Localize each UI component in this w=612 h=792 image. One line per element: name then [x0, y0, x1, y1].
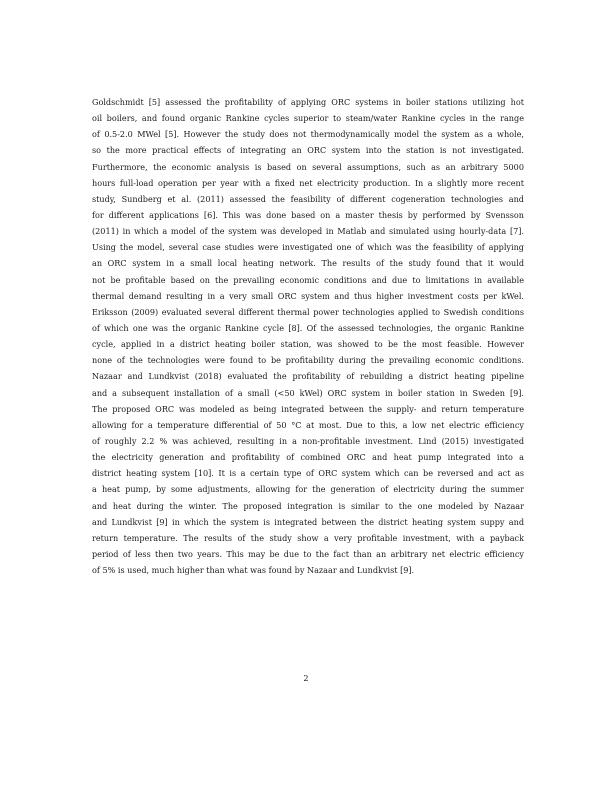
- paragraph-line: allowing for a temperature differential of 50 °C at most. Due to this, a low net electric efficiency: [92, 419, 524, 430]
- paragraph-line: The proposed ORC was modeled as being integrated between the supply- and return temperature: [92, 403, 524, 414]
- paragraph-line: Eriksson (2009) evaluated several different thermal power technologies applied to Swedish conditions: [92, 306, 524, 317]
- paragraph-line: Using the model, several case studies were investigated one of which was the feasibility of applying: [92, 242, 524, 253]
- paragraph-line: of which one was the organic Rankine cycle [8]. Of the assessed technologies, the organic Rankine: [92, 322, 524, 333]
- paragraph-line: and Lundkvist [9] in which the system is integrated between the district heating system suppy and: [92, 516, 524, 527]
- paragraph-line: an ORC system in a small local heating network. The results of the study found that it would: [92, 258, 524, 269]
- paragraph-line: none of the technologies were found to be profitability during the prevailing economic conditions.: [92, 355, 524, 366]
- paragraph-line: and a subsequent installation of a small (<50 kWel) ORC system in boiler station in Sweden [9].: [92, 387, 524, 398]
- paragraph-line: of 0.5-2.0 MWel [5]. However the study does not thermodynamically model the system as a whole,: [92, 129, 524, 140]
- body-paragraph: [92, 94, 524, 578]
- paragraph-line: Nazaar and Lundkvist (2018) evaluated the profitability of rebuilding a district heating pipeline: [92, 371, 524, 382]
- paragraph-line: study, Sundberg et al. (2011) assessed the feasibility of different cogeneration technologies and: [92, 193, 524, 204]
- paragraph-line: return temperature. The results of the study show a very profitable investment, with a payback: [92, 532, 524, 543]
- paragraph-line: thermal demand resulting in a very small ORC system and thus higher investment costs per kWel.: [92, 290, 524, 301]
- paragraph-line: oil boilers, and found organic Rankine cycles superior to steam/water Rankine cycles in the range: [92, 113, 524, 124]
- paragraph-line: the electricity generation and profitability of combined ORC and heat pump integrated into a: [92, 452, 524, 463]
- paragraph-line: for different applications [6]. This was done based on a master thesis by performed by Svensson: [92, 209, 524, 220]
- paragraph-line: hours full-load operation per year with a fixed net electricity production. In a slightly more recent: [92, 177, 524, 188]
- paragraph-line: (2011) in which a model of the system was developed in Matlab and simulated using hourly-data [7].: [92, 226, 524, 237]
- paragraph-line: not be profitable based on the prevailing economic conditions and due to limitations in available: [92, 274, 524, 285]
- paragraph-line: of 5% is used, much higher than what was found by Nazaar and Lundkvist [9].: [92, 565, 415, 576]
- paragraph-line: and heat during the winter. The proposed integration is similar to the one modeled by Nazaar: [92, 500, 524, 511]
- paragraph-line: district heating system [10]. It is a certain type of ORC system which can be reversed and act as: [92, 468, 524, 479]
- paragraph-line: Furthermore, the economic analysis is based on several assumptions, such as an arbitrary 5000: [92, 161, 524, 172]
- paragraph-line: so the more practical effects of integrating an ORC system into the station is not investigated.: [92, 145, 524, 156]
- page-number: 2: [303, 673, 309, 683]
- paragraph-line: a heat pump, by some adjustments, allowing for the generation of electricity during the summer: [92, 484, 524, 495]
- paragraph-line: cycle, applied in a district heating boiler station, was showed to be the most feasible. However: [92, 339, 524, 350]
- paragraph-line: Goldschmidt [5] assessed the profitability of applying ORC systems in boiler stations utilizing hot: [92, 97, 524, 107]
- paragraph-line: period of less then two years. This may be due to the fact than an arbitrary net electric efficiency: [92, 548, 524, 559]
- paragraph-line: of roughly 2.2 % was achieved, resulting in a non-profitable investment. Lind (2015) investigated: [92, 435, 524, 446]
